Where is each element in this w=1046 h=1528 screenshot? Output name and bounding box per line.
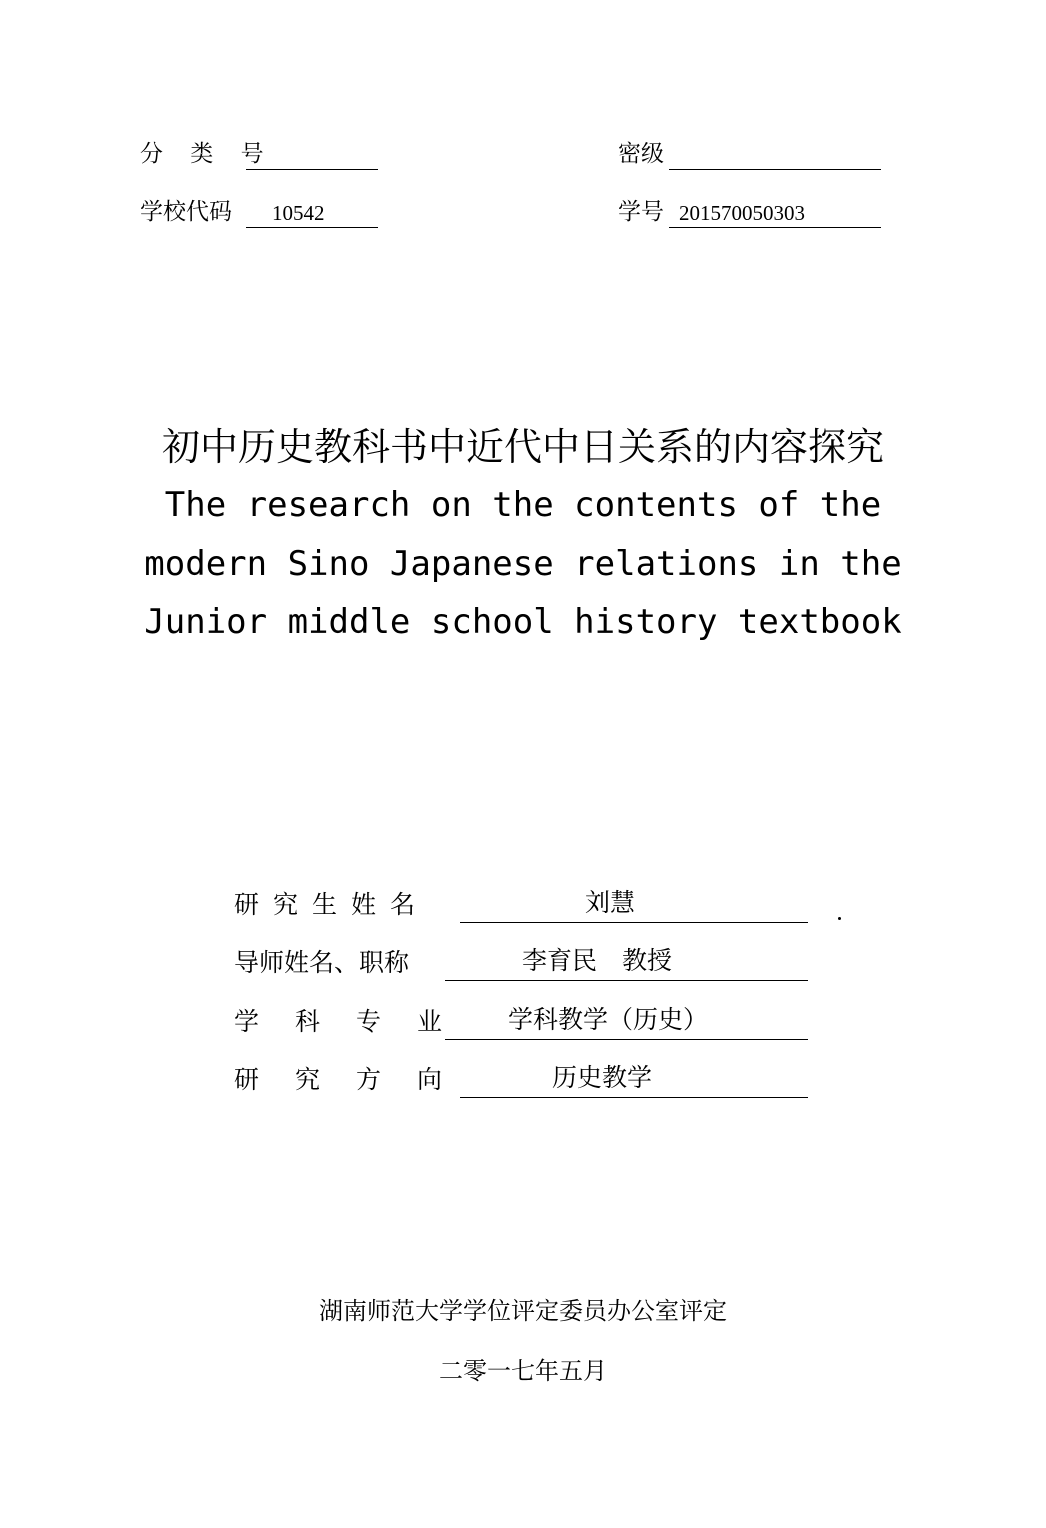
footer-committee: 湖南师范大学学位评定委员办公室评定	[319, 1297, 727, 1325]
secrecy-line	[669, 139, 881, 170]
stray-dot	[838, 917, 841, 920]
discipline-label: 学科专业	[234, 1007, 479, 1036]
school-code-label: 学校代码	[140, 199, 232, 225]
classification-line	[246, 139, 378, 170]
title-english-line-2: modern Sino Japanese relations in the	[144, 544, 902, 584]
student-id-label: 学号	[618, 199, 664, 225]
title-english-line-1: The research on the contents of the	[164, 485, 882, 525]
student-name-label: 研究生姓名	[234, 890, 430, 919]
title-chinese: 初中历史教科书中近代中日关系的内容探究	[161, 425, 884, 469]
footer-date: 二零一七年五月	[439, 1357, 607, 1385]
school-code-value: 10542	[272, 201, 325, 225]
title-english-line-3: Junior middle school history textbook	[144, 602, 902, 642]
student-id-value: 201570050303	[679, 201, 805, 225]
classification-label: 分 类 号	[140, 141, 274, 167]
student-name-value: 刘慧	[585, 888, 636, 917]
research-direction-label: 研究方向	[234, 1065, 479, 1094]
advisor-value: 李育民 教授	[522, 946, 673, 975]
advisor-label: 导师姓名、职称	[234, 948, 410, 977]
secrecy-label: 密级	[618, 141, 664, 167]
research-direction-value: 历史教学	[552, 1063, 653, 1092]
discipline-value: 学科教学（历史）	[508, 1005, 709, 1034]
